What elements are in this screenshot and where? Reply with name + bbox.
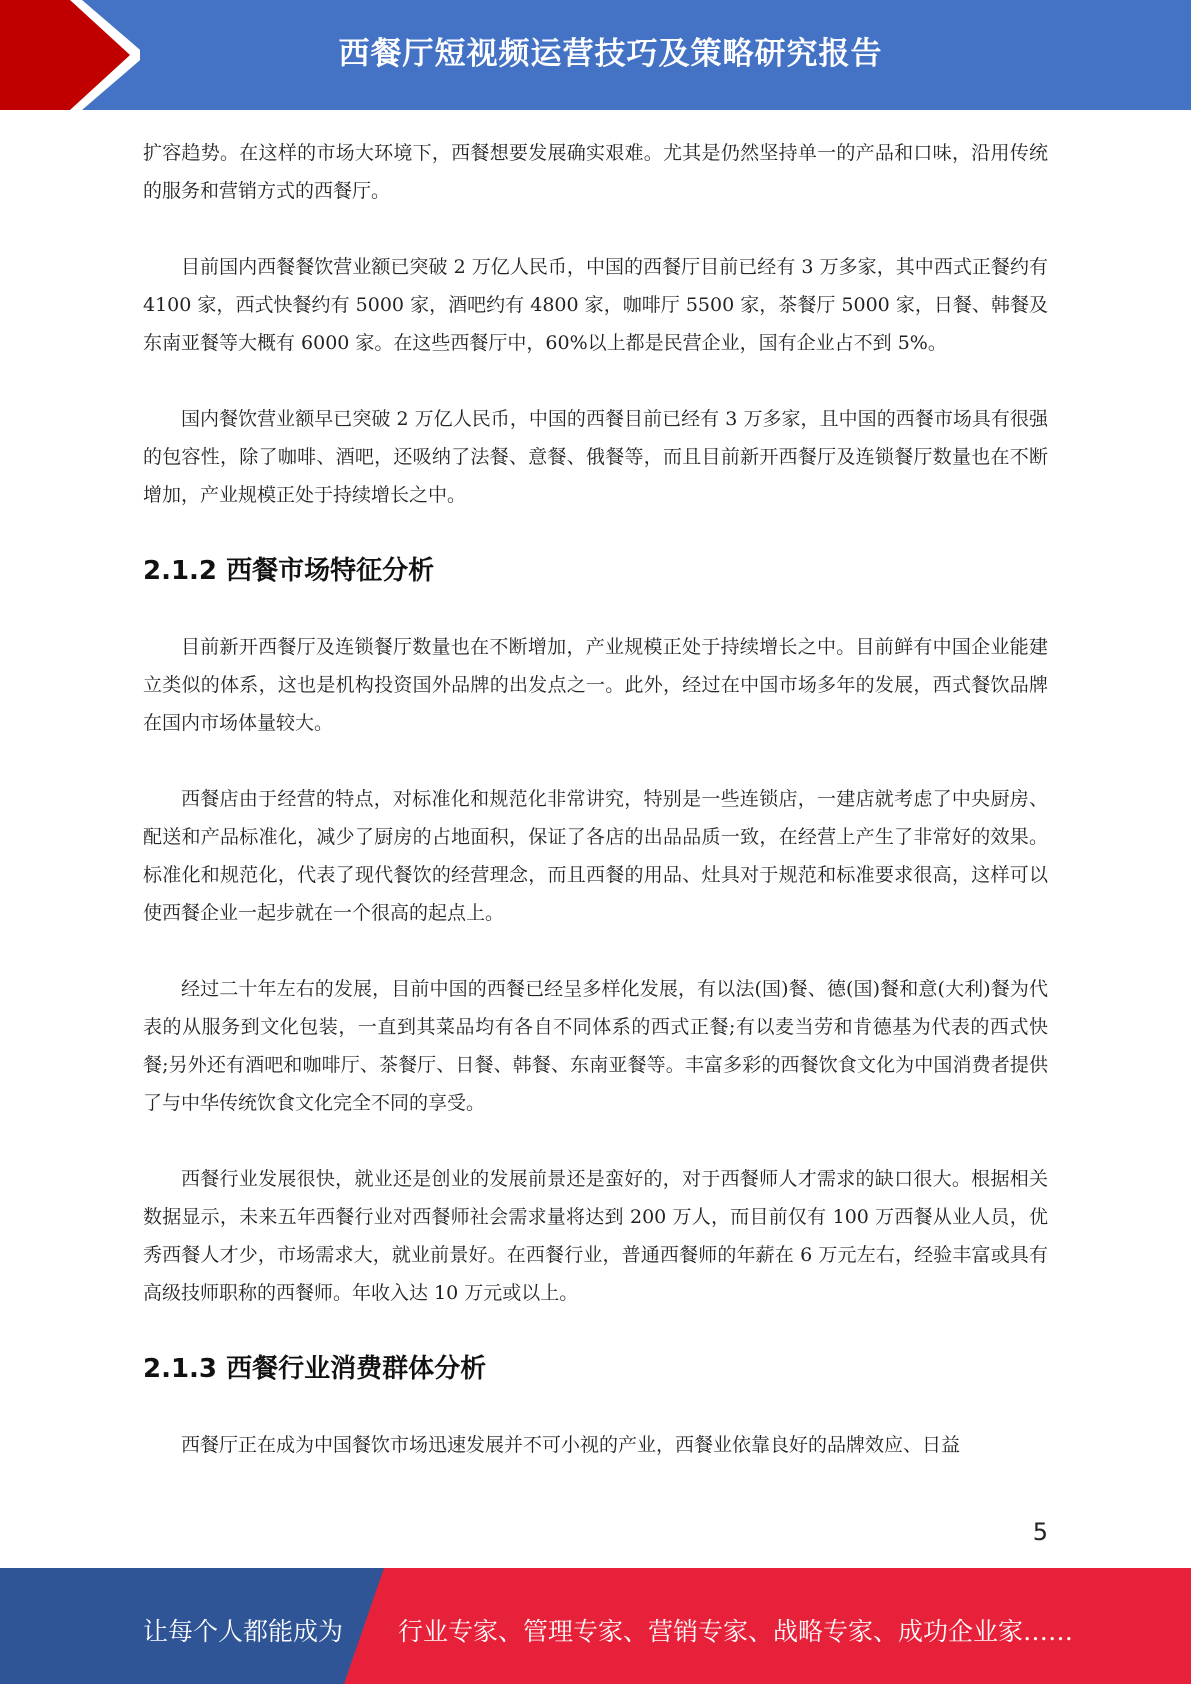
section-heading: 2.1.3 西餐行业消费群体分析 xyxy=(143,1354,487,1384)
document-title: 西餐厅短视频运营技巧及策略研究报告 xyxy=(338,36,883,72)
paragraph: 国内餐饮营业额早已突破 2 万亿人民币，中国的西餐目前已经有 3 万多家，且中国的西餐市场具有很强的包容性，除了咖啡、酒吧，还吸纳了法餐、意餐、俄餐等，而且目前新开西餐厅及连锁餐厅数量也在不断增加，产业规模正处于持续增长之中。 xyxy=(143,408,1048,506)
paragraph: 西餐店由于经营的特点，对标准化和规范化非常讲究，特别是一些连锁店，一建店就考虑了中央厨房、配送和产品标准化，减少了厨房的占地面积，保证了各店的出品品质一致，在经营上产生了非常好的效果。标准化和规范化，代表了现代餐饮的经营理念，而且西餐的用品、灶具对于规范和标准要求很高，这样可以使西餐企业一起步就在一个很高的起点上。 xyxy=(143,788,1048,924)
paragraph: 经过二十年左右的发展，目前中国的西餐已经呈多样化发展，有以法(国)餐、德(国)餐和意(大利)餐为代表的从服务到文化包装，一直到其菜品均有各自不同体系的西式正餐;有以麦当劳和肯德基为代表的西式快餐;另外还有酒吧和咖啡厅、茶餐厅、日餐、韩餐、东南亚餐等。丰富多彩的西餐饮食文化为中国消费者提供了与中华传统饮食文化完全不同的享受。 xyxy=(143,978,1048,1114)
paragraph: 扩容趋势。在这样的市场大环境下，西餐想要发展确实艰难。尤其是仍然坚持单一的产品和口味，沿用传统的服务和营销方式的西餐厅。 xyxy=(143,142,1048,202)
footer-slogan-left: 让每个人都能成为 xyxy=(143,1617,344,1646)
paragraph: 西餐行业发展很快，就业还是创业的发展前景还是蛮好的，对于西餐师人才需求的缺口很大。根据相关数据显示，未来五年西餐行业对西餐师社会需求量将达到 200 万人，而目前仅有 100 万西餐从业人员，优秀西餐人才少，市场需求大，就业前景好。在西餐行业，普通西餐师的年薪在 6 万元左右，经验丰富或具有高级技师职称的西餐师。年收入达 10 万元或以上。 xyxy=(143,1168,1048,1304)
paragraph: 目前国内西餐餐饮营业额已突破 2 万亿人民币，中国的西餐厅目前已经有 3 万多家，其中西式正餐约有 4100 家，西式快餐约有 5000 家，酒吧约有 4800 家，咖啡厅 5500 家，茶餐厅 5000 家，日餐、韩餐及东南亚餐等大概有 6000 家。在这些西餐厅中，60%以上都是民营企业，国有企业占不到 5%。 xyxy=(143,256,1048,354)
paragraph: 目前新开西餐厅及连锁餐厅数量也在不断增加，产业规模正处于持续增长之中。目前鲜有中国企业能建立类似的体系，这也是机构投资国外品牌的出发点之一。此外，经过在中国市场多年的发展，西式餐饮品牌在国内市场体量较大。 xyxy=(143,636,1048,734)
page-footer xyxy=(0,1568,1191,1684)
page-number: 5 xyxy=(1032,1518,1048,1546)
page-header xyxy=(0,0,1191,110)
section-heading: 2.1.2 西餐市场特征分析 xyxy=(143,556,435,586)
document-body xyxy=(143,134,1048,1502)
footer-slogan-right: 行业专家、管理专家、营销专家、战略专家、成功企业家…… xyxy=(398,1617,1074,1646)
paragraph: 西餐厅正在成为中国餐饮市场迅速发展并不可小视的产业，西餐业依靠良好的品牌效应、日益 xyxy=(181,1434,961,1456)
